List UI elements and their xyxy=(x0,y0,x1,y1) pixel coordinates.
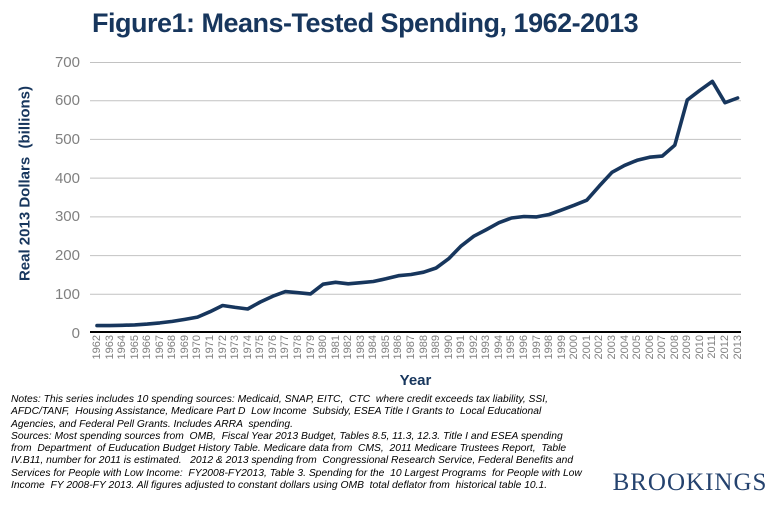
x-tick-label: 1995 xyxy=(505,335,518,360)
x-tick-label: 1999 xyxy=(555,335,568,360)
x-tick-label: 1987 xyxy=(405,335,417,360)
note-line: AFDC/TANF, Housing Assistance, Medicare Part D Low Income Subsidy, ESEA Title I Grants to Local Educational xyxy=(11,406,542,418)
x-tick-label: 2012 xyxy=(719,335,731,360)
note-line: Income FY 2008-FY 2013. All figures adjusted to constant dollars using OMB total deflator from historical table 10.1. xyxy=(11,480,548,492)
x-tick-label: 1970 xyxy=(191,335,204,360)
x-tick-label: 1985 xyxy=(379,335,392,360)
spending-series-line xyxy=(97,81,738,325)
y-tick-label: 700 xyxy=(54,53,80,71)
x-tick-label: 1979 xyxy=(304,335,317,360)
notes-text xyxy=(11,394,651,492)
x-tick-label: 1984 xyxy=(367,335,380,360)
x-tick-label: 2010 xyxy=(693,335,706,360)
x-tick-label: 1973 xyxy=(229,335,242,360)
x-tick-label: 1990 xyxy=(442,335,455,360)
x-axis-title: Year xyxy=(399,372,432,389)
x-tick-label: 1998 xyxy=(543,335,556,360)
x-tick-label: 1969 xyxy=(178,335,191,360)
x-tick-label: 1996 xyxy=(518,335,531,360)
x-tick-label: 1964 xyxy=(116,335,129,360)
x-tick-label: 1976 xyxy=(266,335,279,360)
x-tick-label: 1977 xyxy=(279,335,292,360)
x-tick-label: 2004 xyxy=(618,335,631,360)
x-tick-label: 1980 xyxy=(317,335,330,360)
x-tick-label: 1983 xyxy=(354,335,367,360)
x-tick-label: 1965 xyxy=(128,335,141,360)
x-tick-label: 2011 xyxy=(706,335,719,359)
x-tick-label: 1978 xyxy=(291,335,304,360)
y-tick-label: 200 xyxy=(54,247,80,265)
x-tick-label: 1963 xyxy=(103,335,116,360)
x-tick-label: 1986 xyxy=(392,335,405,360)
x-tick-label: 1982 xyxy=(342,335,355,360)
x-tick-label: 2005 xyxy=(631,335,644,360)
x-tick-label: 1974 xyxy=(241,335,254,360)
y-tick-label: 400 xyxy=(54,169,80,187)
x-tick-label: 2003 xyxy=(605,335,618,360)
x-tick-label: 1981 xyxy=(329,335,342,360)
x-tick-label: 1966 xyxy=(141,335,154,360)
x-tick-label: 2008 xyxy=(668,335,681,360)
note-line: Sources: Most spending sources from OMB, Fiscal Year 2013 Budget, Tables 8.5, 11.3, 12.3. Title I and ESEA spending xyxy=(11,430,563,442)
x-tick-label: 1972 xyxy=(216,335,229,360)
x-tick-label: 1993 xyxy=(480,335,493,360)
y-tick-label: 600 xyxy=(54,92,80,110)
y-tick-label: 500 xyxy=(54,130,80,148)
x-tick-label: 2000 xyxy=(568,335,581,360)
note-line: IV.B11, number for 2011 is estimated. 2012 & 2013 spending from Congressional Research Service, Federal Benefits and xyxy=(11,455,574,467)
line-chart-plot xyxy=(90,62,741,334)
x-tick-label: 1997 xyxy=(530,335,543,360)
note-line: Services for People with Low Income: FY2008-FY2013, Table 3. Spending for the 10 Largest Programs for People with Low xyxy=(11,467,582,479)
x-tick-label: 1989 xyxy=(430,335,443,360)
x-tick-label: 1967 xyxy=(153,335,166,360)
note-line: Notes: This series includes 10 spending sources: Medicaid, SNAP, EITC, CTC where credit exceeds tax liability, SSI, xyxy=(11,394,549,405)
y-tick-label: 300 xyxy=(54,208,80,226)
x-tick-label: 1988 xyxy=(417,335,430,360)
x-tick-label: 2013 xyxy=(731,335,744,360)
x-tick-label: 1975 xyxy=(254,335,267,360)
x-tick-label: 2002 xyxy=(593,335,606,360)
x-tick-label: 1971 xyxy=(204,335,217,360)
x-tick-label: 1962 xyxy=(91,335,103,360)
x-tick-label: 2006 xyxy=(643,335,656,360)
y-axis-title: Real 2013 Dollars (billions) xyxy=(16,85,34,282)
x-tick-label: 2007 xyxy=(656,335,669,360)
x-tick-label: 2009 xyxy=(681,335,694,360)
note-line: from Department of Euducation Budget History Table. Medicare data from CMS, 2011 Medicare Trustees Report, Table xyxy=(11,443,567,455)
x-tick-label: 1991 xyxy=(455,335,468,360)
y-tick-label: 0 xyxy=(71,324,80,342)
x-tick-label: 1992 xyxy=(467,335,480,360)
x-tick-label: 1994 xyxy=(492,335,505,360)
figure-title: Figure1: Means-Tested Spending, 1962-2013 xyxy=(92,8,639,38)
brookings-logo: BROOKINGS xyxy=(612,469,768,496)
y-tick-label: 100 xyxy=(54,285,80,303)
x-tick-label: 2001 xyxy=(580,335,593,360)
note-line: Agencies, and Federal Pell Grants. Includes ARRA spending. xyxy=(11,418,293,430)
x-tick-label: 1968 xyxy=(166,335,179,360)
